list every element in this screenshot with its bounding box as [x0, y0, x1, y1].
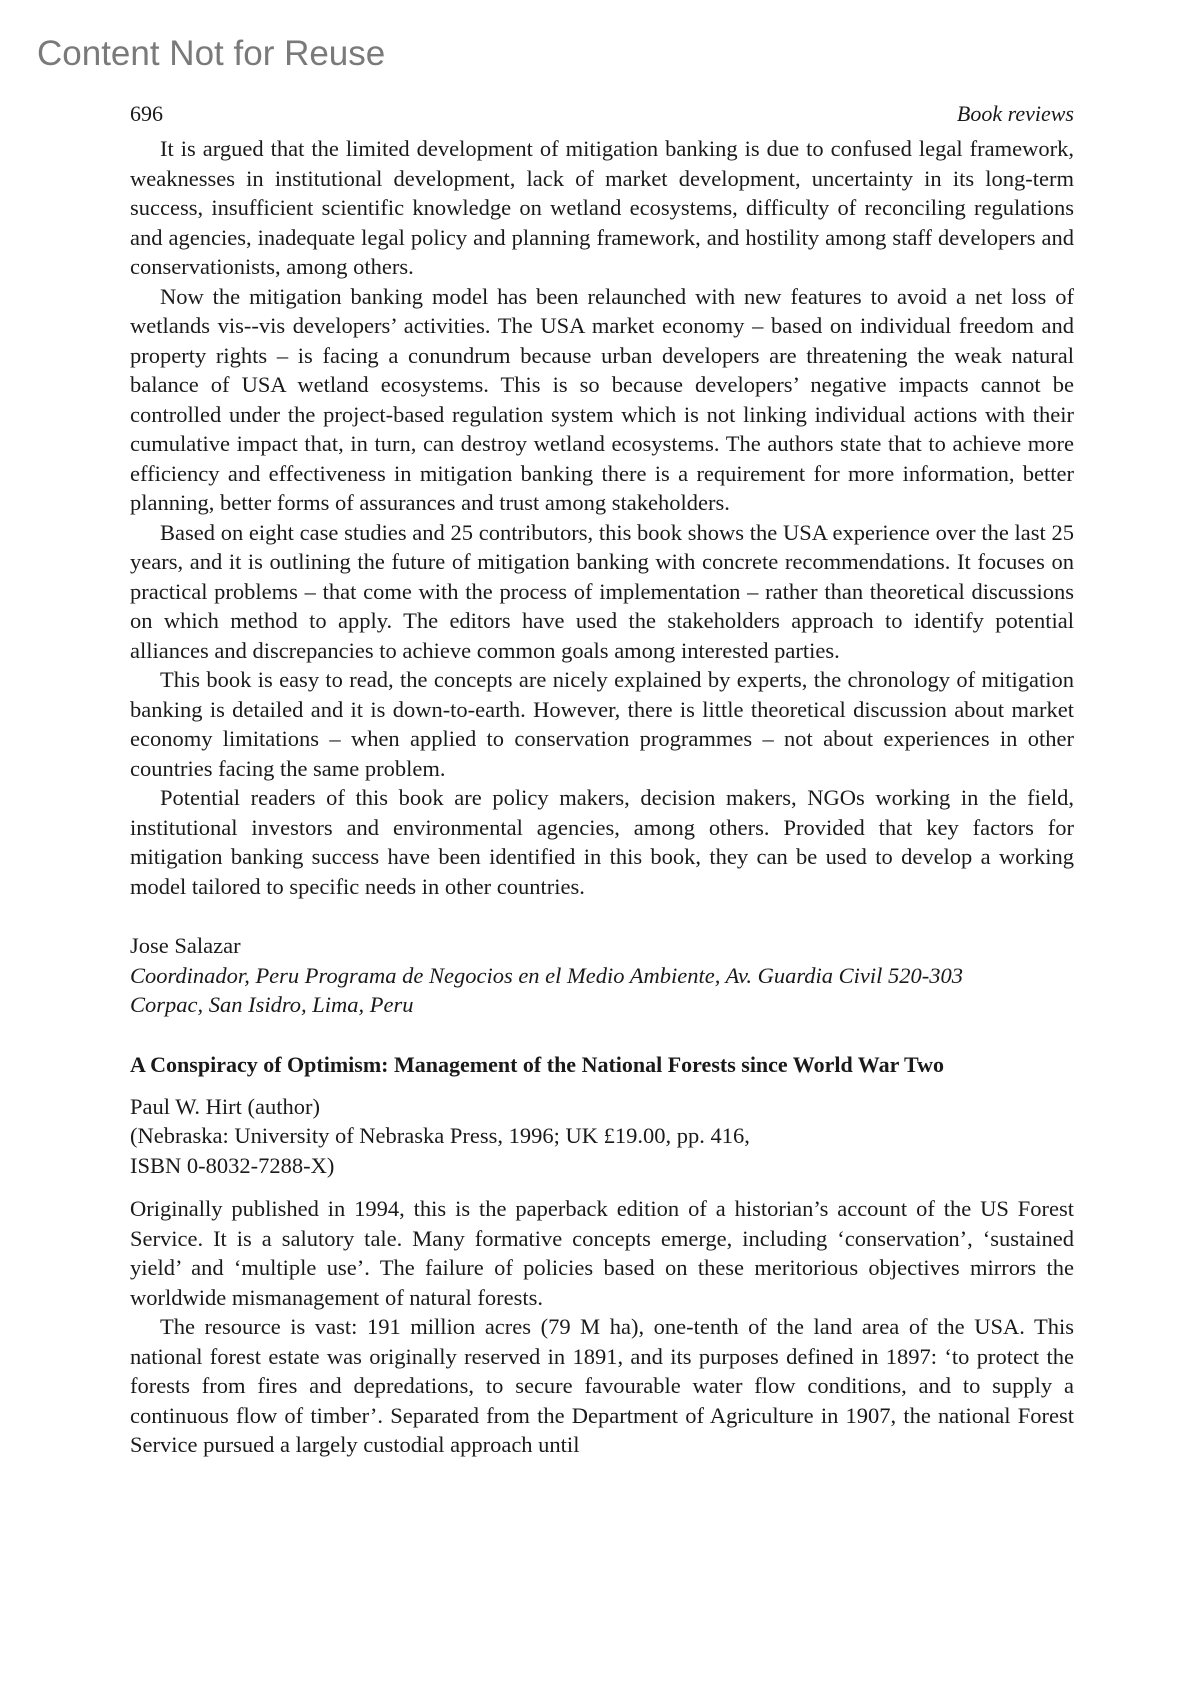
review-1-paragraph: Based on eight case studies and 25 contributors, this book shows the USA experience over the last 25 years, and it is outlining the future of mitigation banking with concrete recommendations. It focuses on practical problems – that come with the process of implementation – rather than theoretical discussions on which method to apply. The editors have used the stakeholders approach to identify potential alliances and discrepancies to achieve common goals among interested parties.	[130, 519, 1074, 663]
reviewer-affiliation-line-2: Corpac, San Isidro, Lima, Peru	[130, 992, 414, 1017]
review-2-paragraph: Originally published in 1994, this is the paperback edition of a historian’s account of the US Forest Service. It is a salutory tale. Many formative concepts emerge, including ‘conservation’, ‘sustained yield’ and ‘multiple use’. The failure of policies based on these meritorious objectives mirrors the worldwide mismanagement of natural forests.	[130, 1196, 1074, 1310]
section-title: Book reviews	[956, 101, 1074, 126]
page-content	[130, 98, 1074, 1460]
review-2-paragraph: The resource is vast: 191 million acres (79 M ha), one-tenth of the land area of the USA. This national forest estate was originally reserved in 1891, and its purposes defined in 1897: ‘to protect the forests from fires and depredations, to secure favourable water flow conditions, and to supply a continuous flow of timber’. Separated from the Department of Agriculture in 1907, the national Forest Service pursued a largely custodial approach until	[130, 1314, 1074, 1457]
review-2-publication-line-1: (Nebraska: University of Nebraska Press, 1996; UK £19.00, pp. 416,	[130, 1123, 750, 1148]
review-1-paragraph: It is argued that the limited development of mitigation banking is due to confused legal framework, weaknesses in institutional development, lack of market development, uncertainty in its long-term success, insufficient scientific knowledge on wetland ecosystems, difficulty of reconciling regulations and agencies, inadequate legal policy and planning framework, and hostility among staff developers and conservationists, among others.	[130, 136, 1074, 279]
review-1-paragraph: Potential readers of this book are policy makers, decision makers, NGOs working in the field, institutional investors and environmental agencies, among others. Provided that key factors for mitigation banking success have been identified in this book, they can be used to develop a working model tailored to specific needs in other countries.	[130, 785, 1074, 899]
page-number: 696	[130, 101, 163, 126]
watermark: Content Not for Reuse	[37, 34, 386, 73]
review-1-paragraph: This book is easy to read, the concepts are nicely explained by experts, the chronology of mitigation banking is detailed and it is down-to-earth. However, there is little theoretical discussion about market economy limitations – when applied to conservation programmes – not about experiences in other countries facing the same problem.	[130, 667, 1074, 781]
review-1-paragraph: Now the mitigation banking model has been relaunched with new features to avoid a net loss of wetlands vis--vis developers’ activities. The USA market economy – based on individual freedom and property rights – is facing a conundrum because urban developers are threatening the weak natural balance of USA wetland ecosystems. This is so because developers’ negative impacts cannot be controlled under the project-based regulation system which is not linking individual actions with their cumulative impact that, in turn, can destroy wetland ecosystems. The authors state that to achieve more efficiency and effectiveness in mitigation banking there is a requirement for more information, better planning, better forms of assurances and trust among stakeholders.	[130, 283, 1074, 515]
review-2-body	[130, 1194, 1074, 1460]
review-2-author: Paul W. Hirt (author)	[130, 1093, 320, 1119]
reviewer-affiliation-line-1: Coordinador, Peru Programa de Negocios en el Medio Ambiente, Av. Guardia Civil 520-303	[130, 962, 964, 988]
review-2-title: A Conspiracy of Optimism: Management of the National Forests since World War Two	[130, 1051, 944, 1077]
reviewer-signature	[130, 931, 1074, 1020]
review-1-body	[130, 134, 1074, 901]
reviewer-name: Jose Salazar	[130, 933, 241, 958]
review-2-bibliographic-info	[130, 1092, 1074, 1181]
review-2-publication-line-2: ISBN 0-8032-7288-X)	[130, 1152, 335, 1178]
running-head	[130, 98, 1074, 130]
